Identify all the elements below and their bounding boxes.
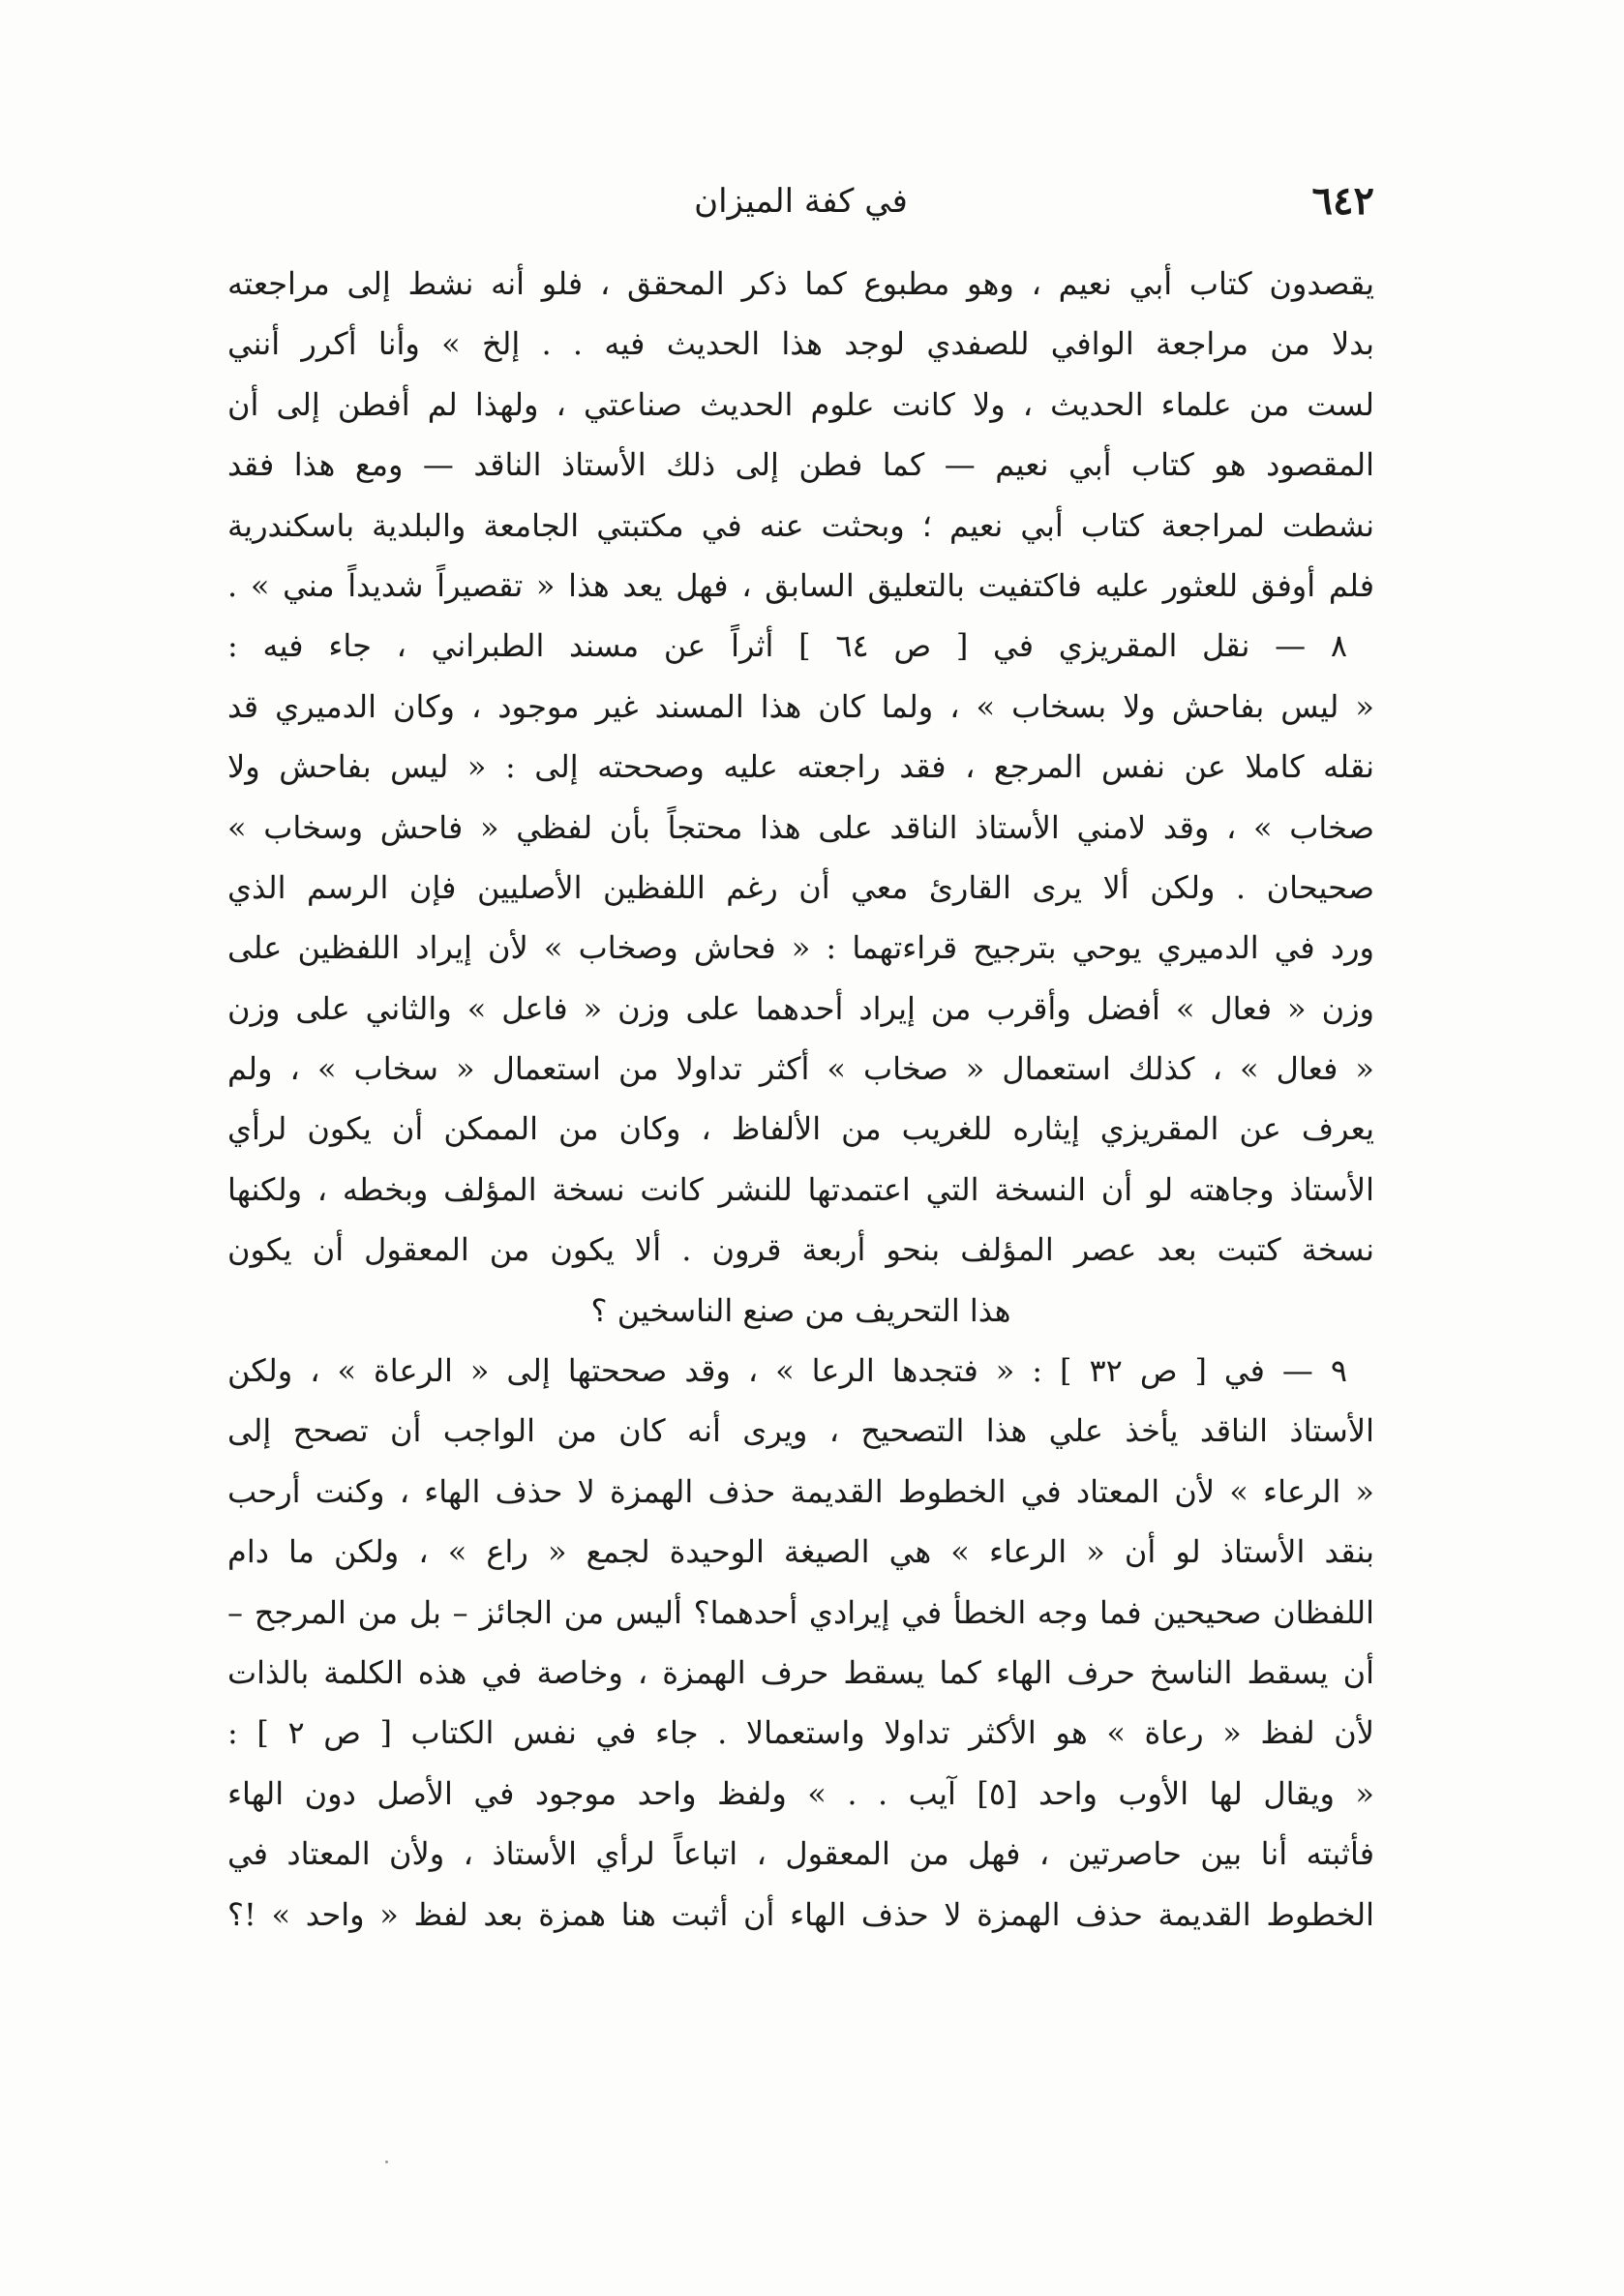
text-line: لست من علماء الحديث ، ولا كانت علوم الحديث صناعتي ، ولهذا لم أفطن إلى أن — [227, 385, 1374, 423]
text-line: أن يسقط الناسخ حرف الهاء كما يسقط حرف الهمزة ، وخاصة في هذه الكلمة بالذات — [227, 1653, 1374, 1691]
text-line: « ليس بفاحش ولا بسخاب » ، ولما كان هذا المسند غير موجود ، وكان الدميري قد — [227, 687, 1374, 725]
text-line: بدلا من مراجعة الوافي للصفدي لوجد هذا الحديث فيه . . إلخ » وأنا أكرر أنني — [227, 325, 1374, 363]
text-line: يقصدون كتاب أبي نعيم ، وهو مطبوع كما ذكر المحقق ، فلو أنه نشط إلى مراجعته — [227, 265, 1374, 302]
text-line: فأثبته أنا بين حاصرتين ، فهل من المعقول ، اتباعاً لرأي الأستاذ ، ولأن المعتاد في — [227, 1835, 1374, 1873]
text-line: لأن لفظ « رعاة » هو الأكثر تداولا واستعمالا . جاء في نفس الكتاب [ ص ٢ ] : — [227, 1714, 1374, 1752]
text-line: وزن « فعال » أفضل وأقرب من إيراد أحدهما على وزن « فاعل » والثاني على وزن — [227, 989, 1374, 1027]
paragraph-end-line: هذا التحريف من صنع الناسخين ؟ — [590, 1291, 1011, 1329]
paragraph-start-line: ٨ — نقل المقريزي في [ ص ٦٤ ] أثراً عن مسند الطبراني ، جاء فيه : — [227, 627, 1348, 665]
text-line: صحيحان . ولكن ألا يرى القارئ معي أن رغم اللفظين الأصليين فإن الرسم الذي — [227, 868, 1374, 906]
text-line: الأستاذ الناقد يأخذ علي هذا التصحيح ، ويرى أنه كان من الواجب أن تصحح إلى — [227, 1412, 1374, 1450]
running-head — [227, 172, 1374, 230]
text-line: ورد في الدميري يوحي بترجيح قراءتهما : « فحاش وصخاب » لأن إيراد اللفظين على — [227, 929, 1374, 967]
text-line: الأستاذ وجاهته لو أن النسخة التي اعتمدتها للنشر كانت نسخة المؤلف وبخطه ، ولكنها — [227, 1170, 1374, 1208]
text-line: بنقد الأستاذ لو أن « الرعاء » هي الصيغة الوحيدة لجمع « راع » ، ولكن ما دام — [227, 1533, 1374, 1571]
text-line: يعرف عن المقريزي إيثاره للغريب من الألفاظ ، وكان من الممكن أن يكون لرأي — [227, 1110, 1374, 1148]
page-number: ٦٤٢ — [1311, 178, 1374, 224]
text-line: نسخة كتبت بعد عصر المؤلف بنحو أربعة قرون . ألا يكون من المعقول أن يكون — [227, 1231, 1374, 1269]
text-line: « فعال » ، كذلك استعمال « صخاب » أكثر تداولا من استعمال « سخاب » ، ولم — [227, 1050, 1374, 1088]
text-line: اللفظان صحيحين فما وجه الخطأ في إيرادي أحدهما؟ أليس من الجائز – بل من المرجح – — [227, 1593, 1374, 1631]
text-line: الخطوط القديمة حذف الهمزة لا حذف الهاء أن أثبت هنا همزة بعد لفظ « واحد » !؟ — [227, 1895, 1374, 1933]
text-line: صخاب » ، وقد لامني الأستاذ الناقد على هذا محتجاً بأن لفظي « فاحش وسخاب » — [227, 808, 1374, 846]
text-line: فلم أوفق للعثور عليه فاكتفيت بالتعليق السابق ، فهل يعد هذا « تقصيراً شديداً مني » . — [227, 566, 1374, 604]
paragraph-start-line: ٩ — في [ ص ٣٢ ] : « فتجدها الرعا » ، وقد صححتها إلى « الرعاة » ، ولكن — [227, 1352, 1347, 1390]
paper-speck — [385, 2160, 388, 2163]
text-line: المقصود هو كتاب أبي نعيم — كما فطن إلى ذلك الأستاذ الناقد — ومع هذا فقد — [227, 446, 1374, 484]
text-line: نشطت لمراجعة كتاب أبي نعيم ؛ وبحثت عنه في مكتبتي الجامعة والبلدية باسكندرية — [227, 506, 1374, 544]
body-text — [227, 254, 1374, 1945]
text-line: « ويقال لها الأوب واحد [٥] آيب . . » ولفظ واحد موجود في الأصل دون الهاء — [227, 1774, 1374, 1812]
running-title: في كفة الميزان — [694, 182, 908, 221]
text-line: نقله كاملا عن نفس المرجع ، فقد راجعته عليه وصححته إلى : « ليس بفاحش ولا — [227, 748, 1374, 786]
text-line: « الرعاء » لأن المعتاد في الخطوط القديمة حذف الهمزة لا حذف الهاء ، وكنت أرحب — [227, 1472, 1374, 1510]
